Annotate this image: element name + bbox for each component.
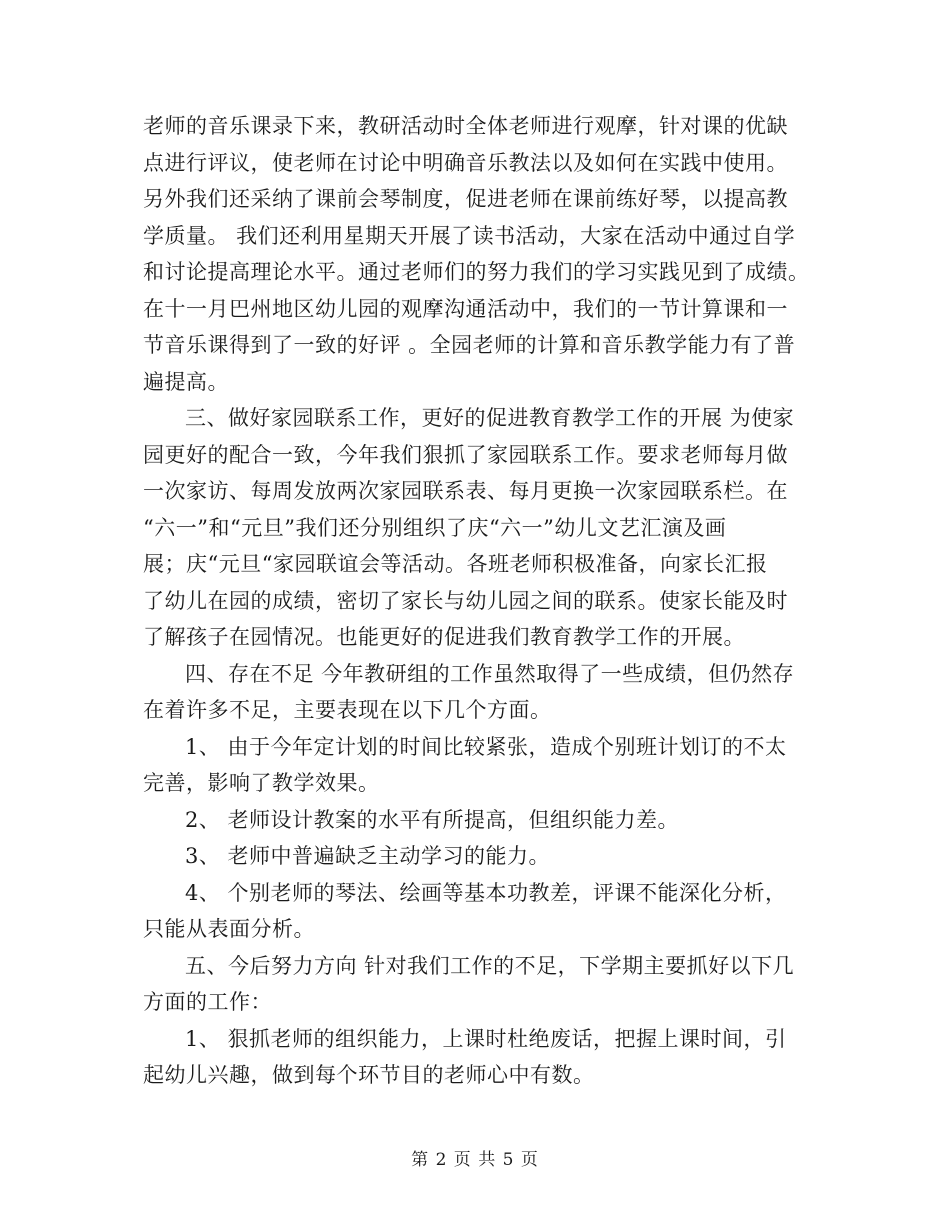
text-line: 学质量。 我们还利用星期天开展了读书活动，大家在活动中通过自学 bbox=[143, 223, 796, 248]
text-line: 老师的音乐课录下来，教研活动时全体老师进行观摩，针对课的优缺 bbox=[143, 114, 788, 138]
text-line: 五、今后努力方向 针对我们工作的不足，下学期主要抓好以下几 bbox=[185, 953, 795, 978]
text-line: 节音乐课得到了一致的好评 。全园老师的计算和音乐教学能力有了普 bbox=[143, 333, 796, 357]
text-line: 另外我们还采纳了课前会琴制度，促进老师在课前练好琴，以提高教 bbox=[143, 187, 788, 211]
text-line: 起幼儿兴趣，做到每个环节目的老师心中有数。 bbox=[143, 1063, 595, 1087]
text-line: 遍提高。 bbox=[143, 369, 229, 394]
text-line: 了解孩子在园情况。也能更好的促进我们教育教学工作的开展。 bbox=[143, 625, 745, 649]
text-line: 只能从表面分析。 bbox=[143, 917, 315, 941]
text-line: 园更好的配合一致，今年我们狠抓了家园联系工作。要求老师每月做 bbox=[143, 442, 788, 467]
text-line: 和讨论提高理论水平。通过老师们的努力我们的学习实践见到了成绩。 bbox=[143, 260, 810, 284]
text-line: 在着许多不足，主要表现在以下几个方面。 bbox=[143, 698, 552, 722]
text-line: 2、 老师设计教案的水平有所提高，但组织能力差。 bbox=[185, 807, 680, 832]
text-line: 4、 个别老师的琴法、绘画等基本功教差，评课不能深化分析， bbox=[185, 880, 787, 905]
text-line: “六一”和“元旦”我们还分别组织了庆“六一”幼儿文艺汇演及画 bbox=[143, 515, 727, 540]
page-number-footer: 第 2 页 共 5 页 bbox=[411, 1150, 539, 1170]
text-line: 1、 狠抓老师的组织能力，上课时杜绝废话，把握上课时间，引 bbox=[185, 1026, 787, 1051]
text-line: 三、做好家园联系工作，更好的促进教育教学工作的开展 为使家 bbox=[185, 406, 795, 430]
text-line: 四、存在不足 今年教研组的工作虽然取得了一些成绩，但仍然存 bbox=[185, 661, 795, 686]
text-line: 了幼儿在园的成绩，密切了家长与幼儿园之间的联系。使家长能及时 bbox=[143, 588, 788, 613]
text-line: 一次家访、每周发放两次家园联系表、每月更换一次家园联系栏。在 bbox=[143, 479, 788, 503]
text-line: 3、 老师中普遍缺乏主动学习的能力。 bbox=[185, 844, 551, 868]
text-line: 完善，影响了教学效果。 bbox=[143, 771, 380, 795]
document-body bbox=[143, 108, 808, 1094]
text-line: 1、 由于今年定计划的时间比较紧张，造成个别班计划订的不太 bbox=[185, 734, 787, 759]
text-line: 方面的工作： bbox=[143, 990, 272, 1014]
text-line: 展；庆“元旦“家园联谊会等活动。各班老师积极准备，向家长汇报 bbox=[143, 552, 768, 576]
text-line: 在十一月巴州地区幼儿园的观摩沟通活动中，我们的一节计算课和一 bbox=[143, 296, 788, 321]
text-line: 点进行评议，使老师在讨论中明确音乐教法以及如何在实践中使用。 bbox=[143, 150, 788, 175]
